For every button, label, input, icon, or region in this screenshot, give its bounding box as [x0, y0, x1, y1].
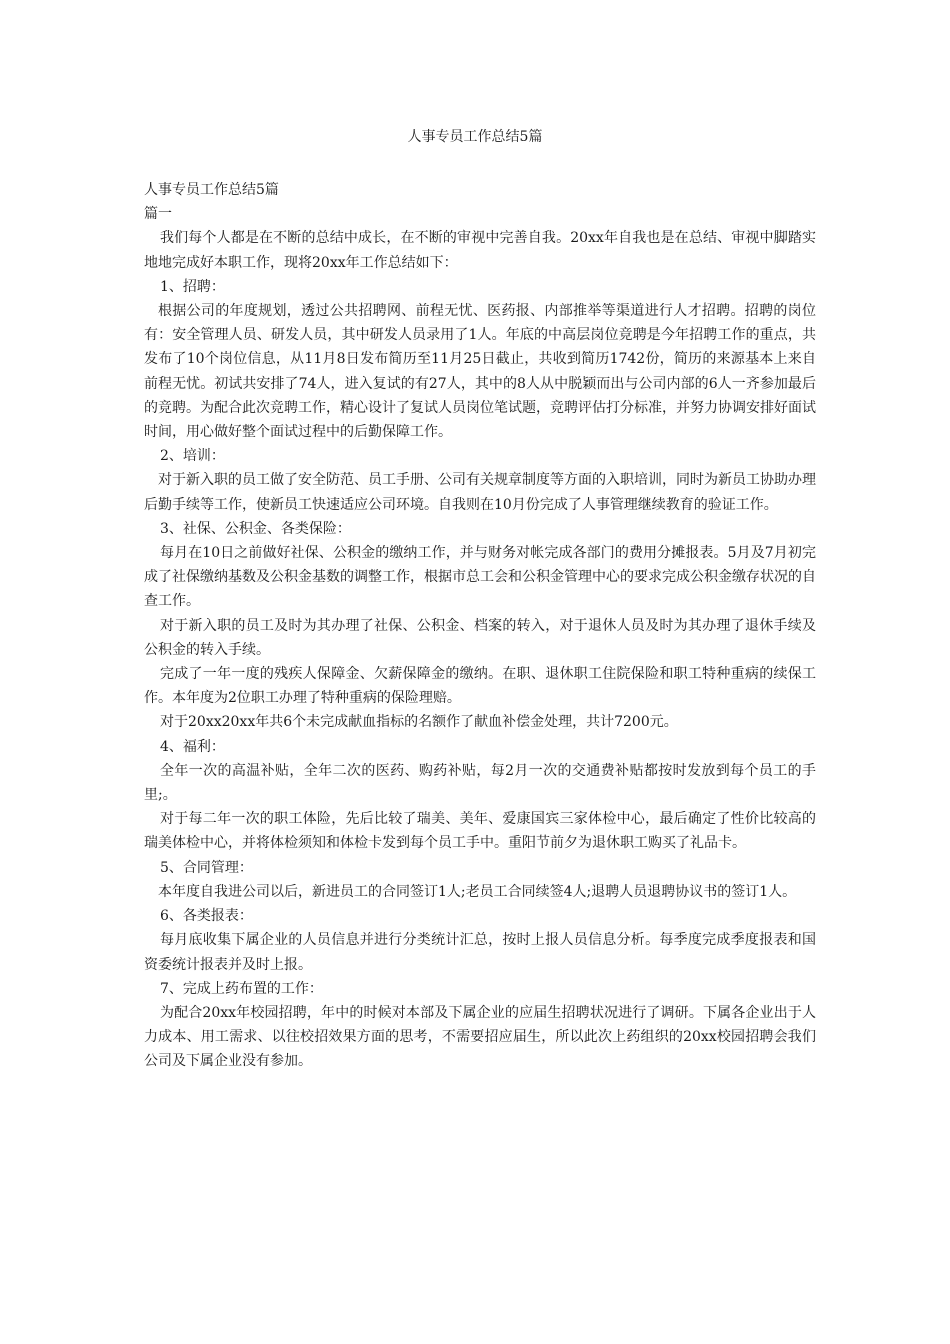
section-heading-reports: 6、各类报表：: [160, 908, 253, 925]
paragraph-welfare-2: 对于每二年一次的职工体险，先后比较了瑞美、美年、爱康国宾三家体检中心，最后确定了性价比较高的瑞美体检中心，并将体检须知和体检卡发到每个员工手中。重阳节前夕为退休职工购买了礼品卡。: [144, 811, 816, 852]
paragraph-insurance-1: 每月在10日之前做好社保、公积金的缴纳工作，并与财务对帐完成各部门的费用分摊报表。5月及7月初完成了社保缴纳基数及公积金基数的调整工作，根据市总工会和公积金管理中心的要求完成公积金缴存状况的自查工作。: [144, 545, 816, 610]
paragraph-welfare-1: 全年一次的高温补贴，全年二次的医药、购药补贴，每2月一次的交通费补贴都按时发放到每个员工的手里;。: [144, 762, 816, 804]
section-heading-welfare: 4、福利：: [160, 738, 225, 755]
section-heading-assignment: 7、完成上药布置的工作：: [160, 980, 323, 997]
section-heading-contract: 5、合同管理：: [160, 859, 253, 876]
paragraph-training: 对于新入职的员工做了安全防范、员工手册、公司有关规章制度等方面的入职培训，同时为新员工协助办理后勤手续等工作，使新员工快速适应公司环境。自我则在10月份完成了人事管理继续教育的验证工作。: [144, 472, 816, 513]
paragraph-insurance-2: 对于新入职的员工及时为其办理了社保、公积金、档案的转入，对于退休人员及时为其办理了退休手续及公积金的转入手续。: [144, 617, 816, 658]
section-heading-insurance: 3、社保、公积金、各类保险：: [160, 520, 351, 537]
paragraph-contract: 本年度自我进公司以后，新进员工的合同签订1人;老员工合同续签4人;退聘人员退聘协议书的签订1人。: [158, 883, 797, 900]
part-heading: 篇一: [144, 206, 172, 223]
document-title: 人事专员工作总结5篇: [407, 129, 543, 145]
intro-paragraph: 我们每个人都是在不断的总结中成长，在不断的审视中完善自我。20xx年自我也是在总结、审视中脚踏实地地完成好本职工作，现将20xx年工作总结如下：: [144, 230, 816, 271]
paragraph-reports: 每月底收集下属企业的人员信息并进行分类统计汇总，按时上报人员信息分析。每季度完成季度报表和国资委统计报表并及时上报。: [144, 932, 816, 973]
document-body: [144, 178, 816, 1074]
document-subtitle: 人事专员工作总结5篇: [144, 182, 279, 198]
paragraph-insurance-4: 对于20xx20xx年共6个未完成献血指标的名额作了献血补偿金处理，共计7200元。: [160, 714, 678, 731]
section-heading-training: 2、培训：: [160, 448, 225, 465]
paragraph-insurance-3: 完成了一年一度的残疾人保障金、欠薪保障金的缴纳。在职、退休职工住院保险和职工特种重病的续保工作。本年度为2位职工办理了特种重病的保险理赔。: [144, 666, 816, 707]
paragraph-assignment: 为配合20xx年校园招聘，年中的时候对本部及下属企业的应届生招聘状况进行了调研。下属各企业出于人力成本、用工需求、以往校招效果方面的思考，不需要招应届生，所以此次上药组织的20xx校园招聘会我们公司及下属企业没有参加。: [144, 1004, 816, 1070]
paragraph-recruitment: 根据公司的年度规划，透过公共招聘网、前程无忧、医药报、内部推举等渠道进行人才招聘。招聘的岗位有：安全管理人员、研发人员，其中研发人员录用了1人。年底的中高层岗位竞聘是今年招聘工作的重点，共发布了10个岗位信息，从11月8日发布简历至11月25日截止，共收到简历1742份，简历的来源基本上来自前程无忧。初试共安排了74人，进入复试的有27人，其中的8人从中脱颖而出与公司内部的6人一齐参加最后的竞聘。为配合此次竞聘工作，精心设计了复试人员岗位笔试题，竞聘评估打分标准，并努力协调安排好面试时间，用心做好整个面试过程中的后勤保障工作。: [144, 303, 816, 441]
section-heading-recruitment: 1、招聘：: [160, 278, 225, 295]
